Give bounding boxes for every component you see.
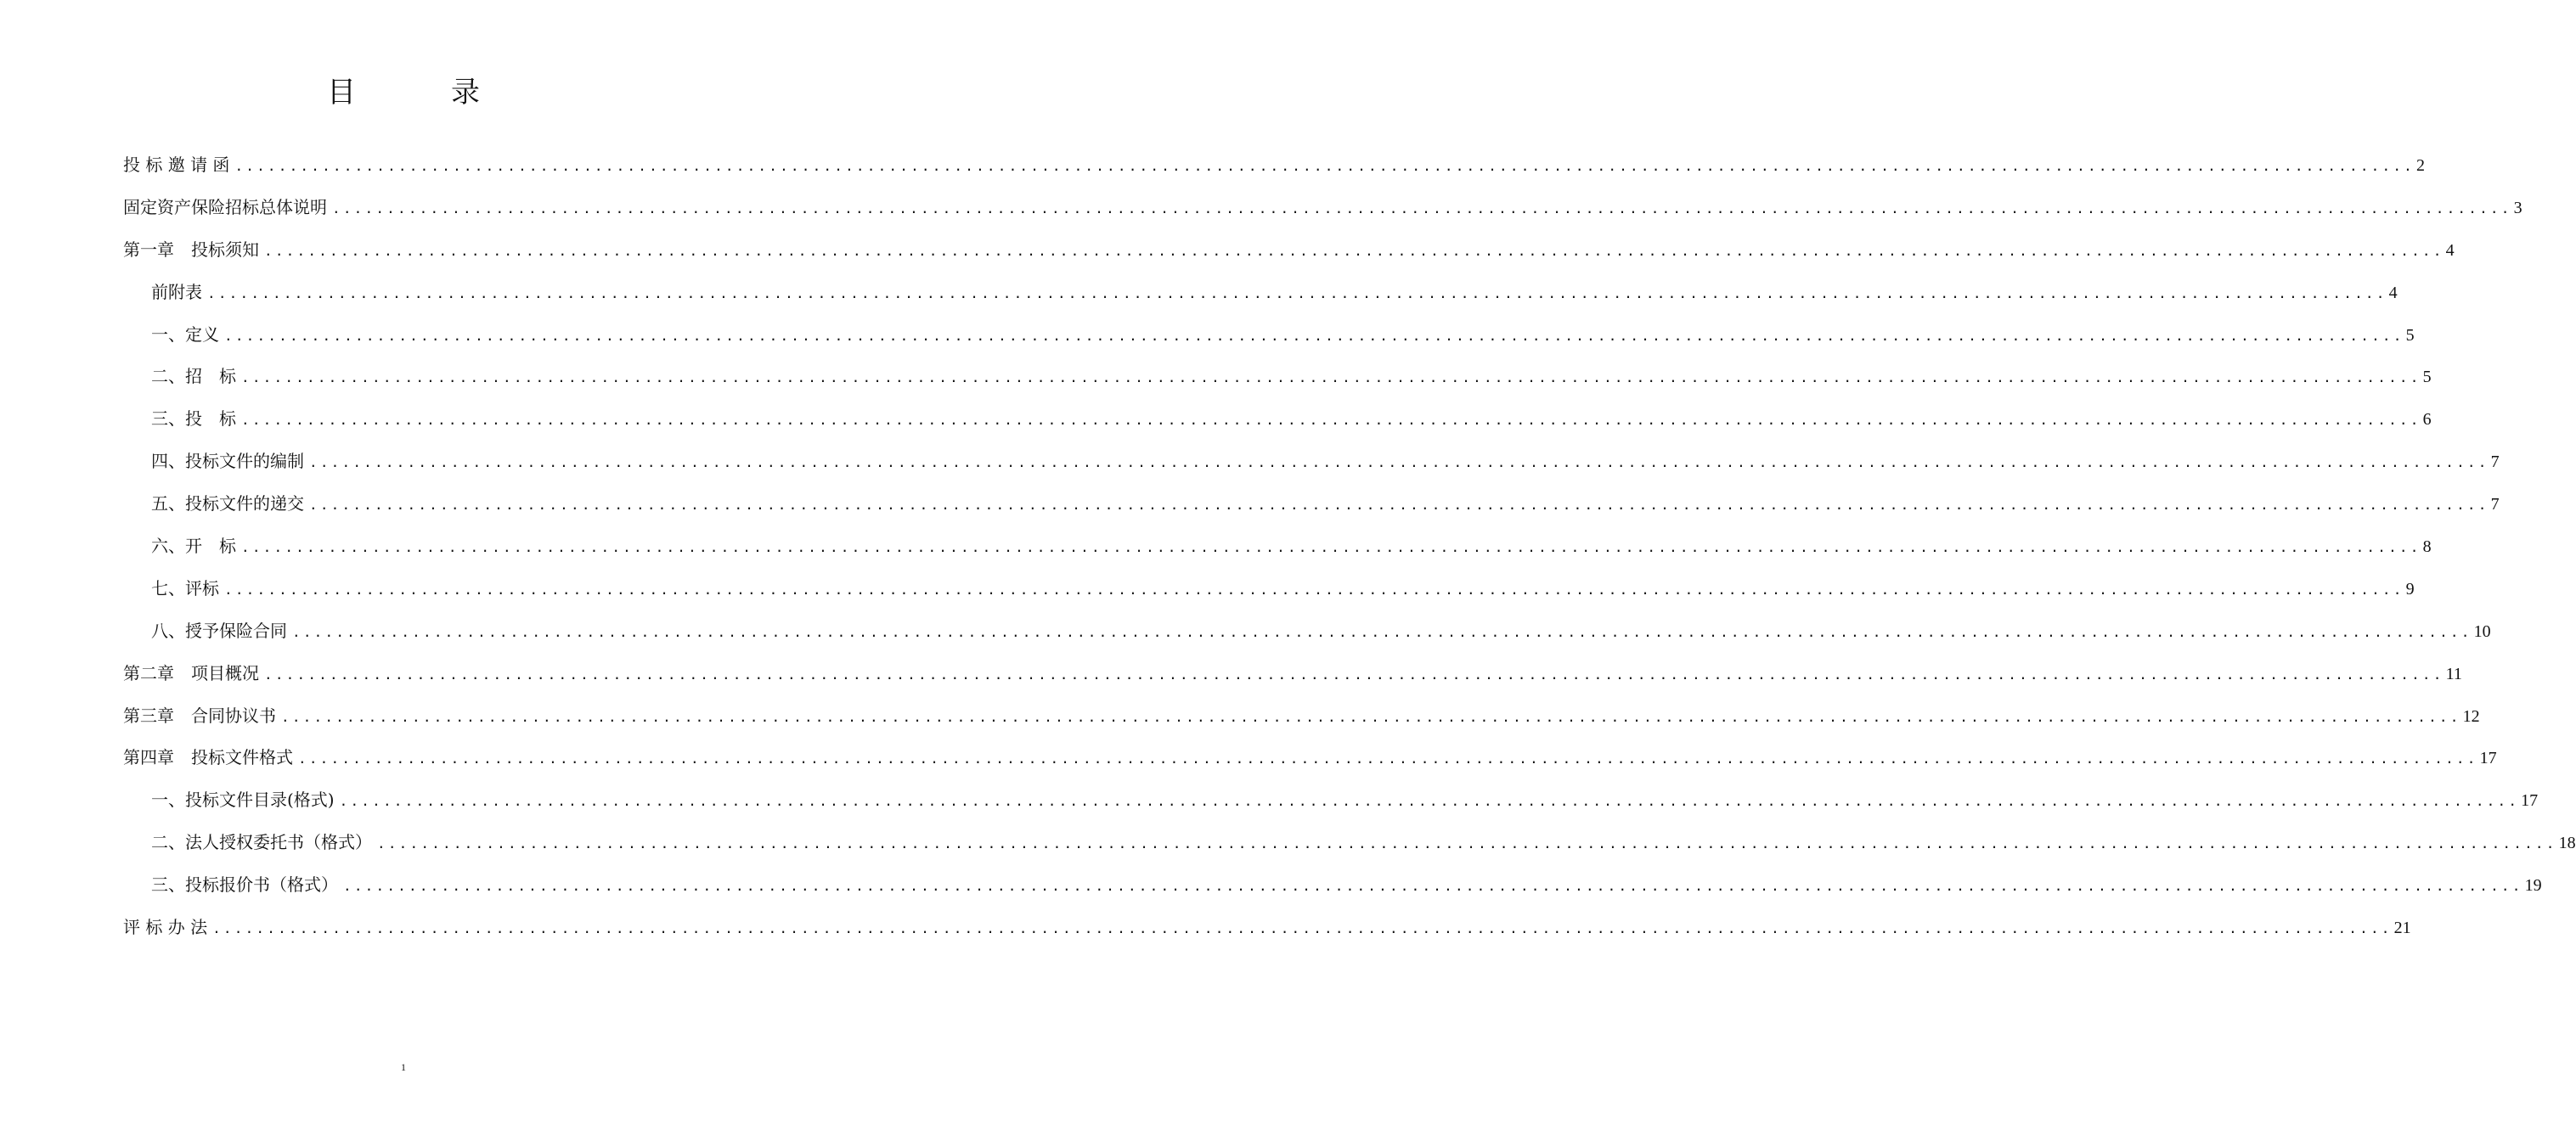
toc-leader-dots: ........................................................................................................................................................................................................ [224, 581, 2404, 598]
toc-leader-dots: ........................................................................................................................................................................................................ [241, 369, 2421, 386]
toc-entry[interactable] [123, 822, 2576, 864]
toc-leader-dots: ........................................................................................................................................................................................................ [264, 242, 2444, 259]
toc-entry-page: 4 [2445, 240, 2455, 260]
toc-entry-page: 6 [2422, 410, 2432, 430]
toc-entry-page: 19 [2524, 876, 2542, 896]
toc-entry-page: 3 [2513, 198, 2522, 217]
toc-entry-label: 三、投 标 [151, 408, 236, 430]
title-char-2: 录 [451, 76, 480, 110]
toc-entry[interactable] [123, 610, 2491, 653]
toc-entry-page: 4 [2388, 283, 2398, 302]
toc-entry[interactable] [123, 356, 2432, 398]
toc-leader-dots: ........................................................................................................................................................................................................ [241, 539, 2421, 556]
toc-entry[interactable] [123, 398, 2432, 441]
toc-leader-dots: ........................................................................................................................................................................................................ [234, 158, 2415, 174]
toc-entry-page: 7 [2490, 495, 2500, 514]
toc-leader-dots: ........................................................................................................................................................................................................ [264, 666, 2444, 683]
toc-entry-label: 六、开 标 [151, 536, 236, 557]
toc-leader-dots: ........................................................................................................................................................................................................ [309, 497, 2489, 514]
toc-entry-label: 七、评标 [151, 577, 219, 599]
toc-leader-dots: ........................................................................................................................................................................................................ [241, 412, 2421, 429]
toc-leader-dots: ........................................................................................................................................................................................................ [377, 835, 2557, 852]
toc-entry-label: 一、定义 [151, 323, 219, 345]
toc-leader-dots: ........................................................................................................................................................................................................ [343, 878, 2523, 895]
toc-entry[interactable] [123, 907, 2411, 949]
toc-entry-label: 第三章 合同协议书 [123, 705, 276, 726]
table-of-contents [123, 144, 2576, 949]
toc-entry-label: 五、投标文件的递交 [151, 493, 304, 514]
page-title [0, 71, 807, 114]
toc-entry[interactable] [123, 695, 2480, 738]
toc-entry-page: 8 [2422, 537, 2432, 557]
toc-entry-page: 18 [2558, 834, 2576, 853]
toc-entry-page: 10 [2473, 621, 2491, 641]
toc-entry-label: 固定资产保险招标总体说明 [123, 196, 327, 217]
toc-entry-label: 二、法人授权委托书（格式） [151, 832, 372, 853]
toc-entry[interactable] [123, 229, 2455, 272]
toc-leader-dots: ........................................................................................................................................................................................................ [298, 750, 2478, 767]
toc-entry[interactable] [123, 568, 2415, 610]
toc-entry[interactable] [123, 187, 2522, 229]
toc-entry-label: 评 标 办 法 [123, 917, 208, 938]
toc-entry-label: 前附表 [151, 281, 202, 302]
toc-leader-dots: ........................................................................................................................................................................................................ [339, 793, 2520, 810]
toc-entry-page: 5 [2422, 368, 2432, 387]
toc-entry[interactable] [123, 779, 2539, 822]
toc-entry[interactable] [123, 653, 2462, 695]
toc-leader-dots: ........................................................................................................................................................................................................ [207, 284, 2387, 301]
toc-leader-dots: ........................................................................................................................................................................................................ [292, 623, 2472, 640]
toc-entry-label: 三、投标报价书（格式） [151, 874, 338, 896]
toc-entry-page: 9 [2405, 579, 2415, 599]
toc-entry-page: 7 [2490, 452, 2500, 472]
toc-entry-label: 八、授予保险合同 [151, 620, 287, 641]
toc-entry[interactable] [123, 314, 2415, 357]
toc-entry-page: 17 [2521, 791, 2539, 811]
toc-entry[interactable] [123, 483, 2500, 526]
toc-leader-dots: ........................................................................................................................................................................................................ [332, 200, 2512, 216]
toc-entry[interactable] [123, 737, 2497, 779]
toc-entry[interactable] [123, 864, 2542, 907]
toc-entry[interactable] [123, 272, 2398, 314]
title-char-1: 目 [327, 76, 356, 110]
toc-entry[interactable] [123, 441, 2500, 483]
toc-entry-label: 四、投标文件的编制 [151, 451, 304, 472]
toc-entry-page: 12 [2462, 706, 2480, 726]
toc-leader-dots: ........................................................................................................................................................................................................ [309, 454, 2489, 471]
toc-entry-label: 一、投标文件目录(格式) [151, 790, 335, 811]
toc-entry-label: 二、招 标 [151, 366, 236, 387]
toc-leader-dots: ........................................................................................................................................................................................................ [224, 327, 2404, 344]
toc-entry[interactable] [123, 526, 2432, 568]
toc-entry-label: 第一章 投标须知 [123, 239, 259, 260]
toc-entry-page: 21 [2393, 919, 2411, 938]
toc-entry-page: 17 [2479, 749, 2497, 768]
toc-entry[interactable] [123, 144, 2425, 187]
toc-leader-dots: ........................................................................................................................................................................................................ [212, 920, 2393, 937]
toc-entry-label: 第二章 项目概况 [123, 662, 259, 683]
toc-entry-page: 11 [2445, 664, 2462, 683]
toc-leader-dots: ........................................................................................................................................................................................................ [281, 708, 2461, 725]
toc-entry-label: 第四章 投标文件格式 [123, 747, 293, 768]
toc-entry-page: 2 [2416, 156, 2425, 175]
toc-entry-label: 投 标 邀 请 函 [123, 155, 230, 175]
page-number: 1 [401, 1061, 406, 1073]
toc-entry-page: 5 [2405, 325, 2415, 345]
